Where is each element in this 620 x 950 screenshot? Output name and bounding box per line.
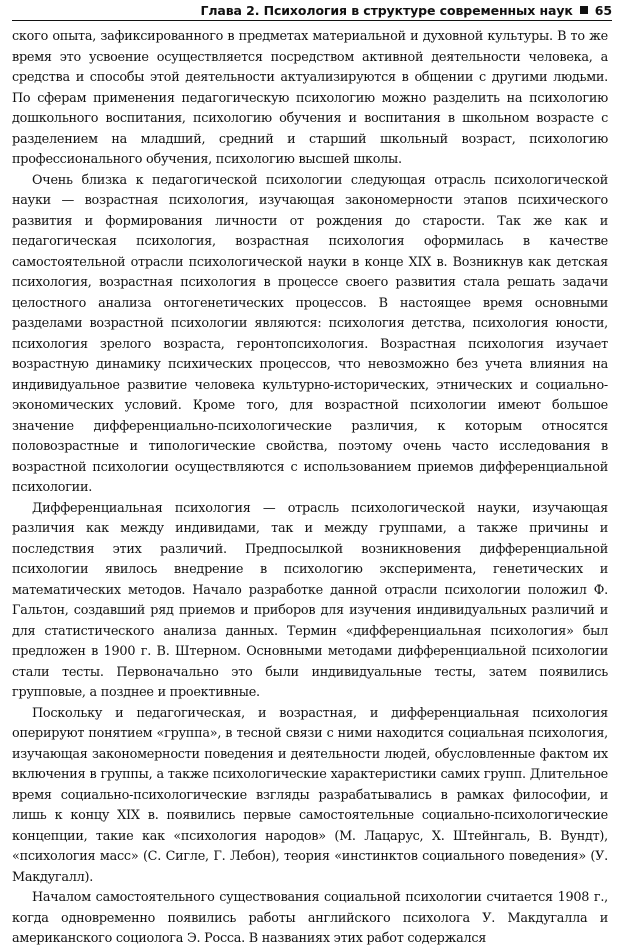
paragraph-social-psychology-origins: Началом самостоятельного существования социальной психологии считается 1908 г., когда одновременно появились работы английского психолога У. Макдугалла и американского социолога Э. Росса. В названиях этих работ содержался	[12, 890, 608, 946]
paragraph-differential-psychology: Дифференциальная психология — отрасль психологической науки, изучающая различия как между индивидами, так и между группами, а также причины и последствия этих различий. Предпосылкой возникновения дифференциальной психологии явилось внедрение в психологию эксперимента, генетических и математических методов. Начало разработке данной отрасли психологии положил Ф. Гальтон, создавший ряд приемов и приборов для изучения индивидуальных различий и для статистического анализа данных. Термин «дифференциальная психология» был предложен в 1900 г. В. Штерном. Основными методами дифференциальной психологии стали тесты. Первоначально это были индивидуальные тесты, затем появились групповые, а позднее и проективные.	[12, 500, 608, 700]
body-text	[12, 27, 608, 950]
page-number: 65	[594, 2, 612, 18]
paragraph-pedagogical-continued: ского опыта, зафиксированного в предметах материальной и духовной культуры. В то же время это усвоение осуществляется посредством активной деятельности человека, а средства и способы этой деятельности актуализируются в общении с другими людьми. По сферам применения педагогическую психологию можно разделить на психологию дошкольного воспитания, психологию обучения и воспитания в школьном возрасте с разделением на младший, средний и старший школьный возраст, психологию профессионального обучения, психологию высшей школы.	[12, 29, 608, 167]
chapter-title: Глава 2. Психология в структуре современных наук	[200, 2, 573, 18]
running-header	[12, 0, 612, 21]
square-bullet-icon	[580, 6, 588, 14]
paragraph-social-psychology: Поскольку и педагогическая, и возрастная, и дифференциальная психология оперируют понятием «группа», в тесной связи с ними находится социальная психология, изучающая закономерности поведения и деятельности людей, обусловленные фактом их включения в группы, а также психологические характеристики самих групп. Длительное время социально-психологические взгляды разрабатывались в рамках философии, и лишь к концу XIX в. появились первые самостоятельные социально-психологические концепции, такие как «психология народов» (М. Лацарус, Х. Штейнгаль, В. Вундт), «психология масс» (С. Сигле, Г. Лебон), теория «инстинктов социального поведения» (У. Макдугалл).	[12, 705, 608, 885]
paragraph-developmental-psychology: Очень близка к педагогической психологии следующая отрасль психологической науки — возрастная психология, изучающая закономерности этапов психического развития и формирования личности от рождения до старости. Так же как и педагогическая психология, возрастная психология оформилась в качестве самостоятельной отрасли психологической науки в конце XIX в. Возникнув как детская психология, возрастная психология в процессе своего развития стала решать задачи целостного анализа онтогенетических процессов. В настоящее время основными разделами возрастной психологии являются: психология детства, психология юности, психология зрелого возраста, геронтопсихология. Возрастная психология изучает возрастную динамику психических процессов, что невозможно без учета влияния на индивидуальное развитие человека культурно-исторических, этнических и социально-экономических условий. Кроме того, для возрастной психологии имеют большое значение дифференциально-психологические различия, к которым относятся половозрастные и типологические свойства, поэтому очень часто исследования в возрастной психологии осуществляются с использованием приемов дифференциальной психологии.	[12, 172, 608, 495]
